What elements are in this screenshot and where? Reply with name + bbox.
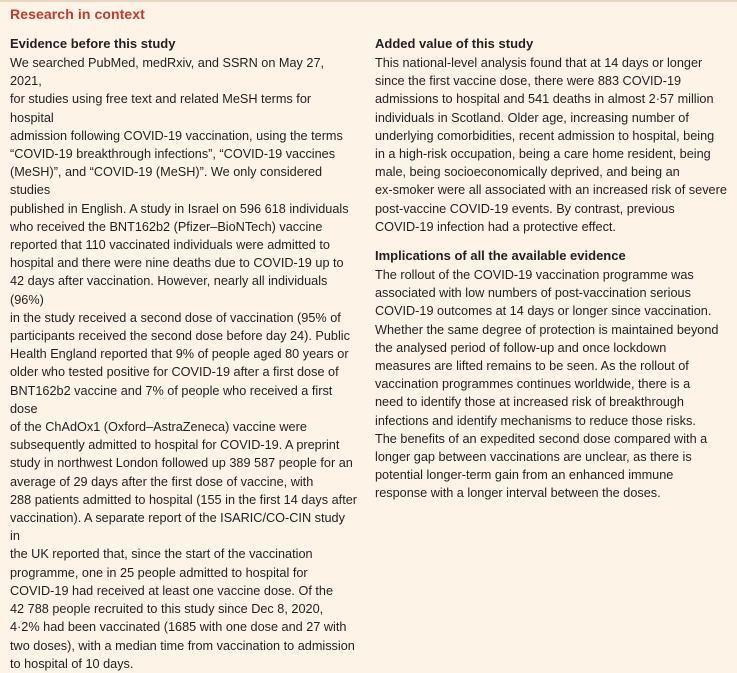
- text-line: BNT162b2 vaccine and 7% of people who received a first dose: [10, 383, 333, 416]
- text-line: individuals in Scotland. Older age, increasing number of: [375, 110, 689, 125]
- text-line: 42 788 people recruited to this study since Dec 8, 2020,: [10, 602, 324, 617]
- text-line: hospital and there were nine deaths due to COVID-19 up to: [10, 256, 344, 271]
- text-line: (MeSH)”, and “COVID-19 (MeSH)”. We only considered studies: [10, 165, 323, 198]
- text-line: Health England reported that 9% of people aged 80 years or: [10, 347, 349, 362]
- text-line: 42 days after vaccination. However, nearly all individuals (96%): [10, 274, 328, 307]
- text-line: the UK reported that, since the start of the vaccination: [10, 547, 313, 562]
- text-line: COVID-19 had received at least one vaccine dose. Of the: [10, 583, 334, 598]
- text-line: COVID-19 infection had a protective effect.: [375, 219, 616, 234]
- text-line: 4·2% had been vaccinated (1685 with one dose and 27 with: [10, 620, 347, 635]
- text-line: Whether the same degree of protection is maintained beyond: [375, 322, 719, 337]
- text-line: This national-level analysis found that at 14 days or longer: [375, 56, 703, 70]
- text-line: potential longer-term gain from an enhanced immune: [375, 468, 674, 483]
- text-line: subsequently admitted to hospital for COVID-19. A preprint: [10, 438, 340, 453]
- section-spacer: [375, 236, 731, 247]
- right-column: [375, 35, 731, 503]
- text-line: study in northwest London followed up 389 587 people for an: [10, 456, 353, 471]
- text-line: COVID-19 outcomes at 14 days or longer since vaccination.: [375, 304, 712, 319]
- text-line: longer gap between vaccinations are unclear, as there is: [375, 450, 692, 465]
- text-line: measures are lifted remains to be seen. As the rollout of: [375, 359, 689, 374]
- text-line: “COVID-19 breakthrough infections”, “COVID-19 vaccines: [10, 147, 336, 162]
- implications-heading: Implications of all the available evidence: [375, 248, 626, 264]
- left-column: [10, 35, 358, 673]
- text-line: programme, one in 25 people admitted to hospital for: [10, 565, 308, 580]
- panel-title: Research in context: [10, 6, 145, 22]
- text-line: of the ChAdOx1 (Oxford–AstraZeneca) vaccine were: [10, 420, 307, 435]
- added-value-text: [375, 54, 731, 236]
- text-line: vaccination programmes continues worldwide, there is a: [375, 377, 691, 392]
- text-line: average of 29 days after the first dose of vaccine, with: [10, 474, 314, 489]
- text-line: We searched PubMed, medRxiv, and SSRN on May 27, 2021,: [10, 56, 325, 89]
- text-line: since the first vaccine dose, there were 883 COVID-19: [375, 74, 682, 89]
- text-line: ex-smoker were all associated with an increased risk of severe: [375, 183, 727, 198]
- text-line: for studies using free text and related MeSH terms for hospital: [10, 92, 312, 125]
- text-line: response with a longer interval between the doses.: [375, 486, 661, 501]
- text-line: reported that 110 vaccinated individuals were admitted to: [10, 238, 330, 253]
- text-line: admissions to hospital and 541 deaths in almost 2·57 million: [375, 92, 714, 107]
- text-line: underlying comorbidities, recent admission to hospital, being: [375, 128, 715, 143]
- text-line: male, being socioeconomically deprived, and being an: [375, 165, 680, 180]
- text-line: published in English. A study in Israel on 596 618 individuals: [10, 201, 349, 216]
- added-value-heading: Added value of this study: [375, 36, 534, 51]
- evidence-heading: Evidence before this study: [10, 36, 176, 51]
- text-line: older who tested positive for COVID-19 after a first dose of: [10, 365, 339, 380]
- top-divider: [0, 0, 737, 2]
- text-line: The benefits of an expedited second dose compared with a: [375, 431, 708, 446]
- text-line: participants received the second dose before day 24). Public: [10, 329, 350, 344]
- implications-text: [375, 266, 731, 503]
- text-line: the analysed period of follow-up and once lockdown: [375, 340, 667, 355]
- text-line: in the study received a second dose of vaccination (95% of: [10, 310, 341, 325]
- text-line: need to identify those at increased risk of breakthrough: [375, 395, 684, 410]
- text-line: post-vaccine COVID-19 events. By contrast, previous: [375, 201, 675, 216]
- text-line: infections and identify mechanisms to reduce those risks.: [375, 413, 696, 428]
- text-line: vaccination). A separate report of the ISARIC/CO-CIN study in: [10, 511, 345, 544]
- text-line: two doses), with a median time from vaccination to admission: [10, 638, 355, 653]
- text-line: in a high-risk occupation, being a care home resident, being: [375, 147, 711, 162]
- evidence-text: [10, 54, 358, 673]
- text-line: associated with low numbers of post-vaccination serious: [375, 286, 691, 301]
- text-line: The rollout of the COVID-19 vaccination programme was: [375, 268, 694, 283]
- text-line: 288 patients admitted to hospital (155 in the first 14 days after: [10, 492, 357, 507]
- text-line: who received the BNT162b2 (Pfizer–BioNTech) vaccine: [10, 219, 323, 234]
- text-line: to hospital of 10 days.: [10, 656, 134, 671]
- text-line: admission following COVID-19 vaccination, using the terms: [10, 128, 343, 143]
